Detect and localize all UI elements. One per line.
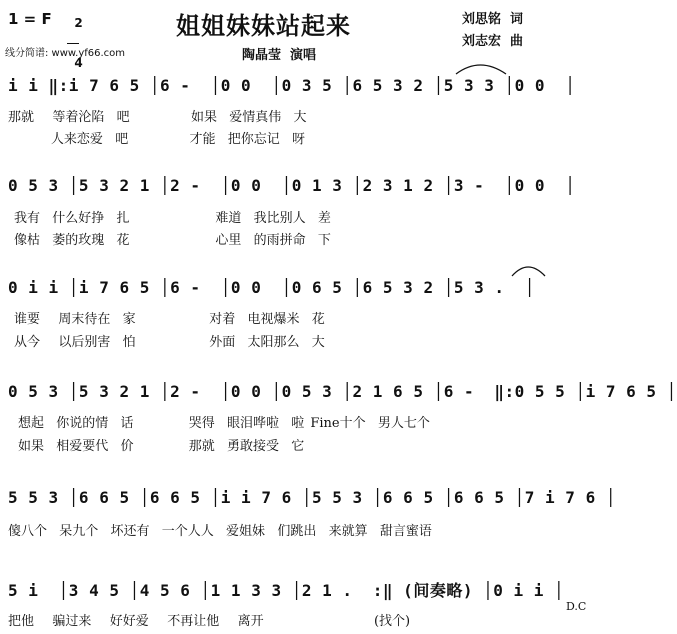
- notation-row-4: 0 5 3 │5 3 2 1 │2 - │0 0 │0 5 3 │2 1 6 5 │6 - ‖:0 5 5 │i 7 6 5 │: [8, 382, 677, 401]
- notation-row-1: i i ‖:i 7 6 5 │6 - │0 0 │0 3 5 │6 5 3 2 │5 3 3 │0 0 │: [8, 76, 576, 95]
- lyrics-row-1-verse-1: 那就 等着沦陷 吧 如果 爱情真伟 大: [8, 110, 307, 125]
- notation-row-6: 5 i │3 4 5 │4 5 6 │1 1 3 3 │2 1 . :‖ (间奏略) │0 i i │: [8, 581, 565, 600]
- lyrics-row-5: 傻八个 呆九个 坏还有 一个人人 爱姐妹 们跳出 来就算 甜言蜜语: [8, 524, 432, 539]
- slur-row-3: [512, 267, 545, 276]
- lyrics-row-3-verse-1: 谁要 周末待在 家 对着 电视爆米 花: [14, 312, 325, 327]
- time-signature-top: 2: [74, 16, 83, 30]
- notation-row-5: 5 5 3 │6 6 5 │6 6 5 │i i 7 6 │5 5 3 │6 6 5 │6 6 5 │7 i 7 6 │: [8, 488, 616, 507]
- performer-credit: 陶晶莹 演唱: [242, 48, 317, 63]
- lyrics-row-2-verse-1: 我有 什么好挣 扎 难道 我比别人 差: [14, 211, 331, 226]
- lyrics-row-6: 把他 骗过来 好好爱 不再让他 离开 (找个): [8, 614, 411, 629]
- song-title: 姐姐妹妹站起来: [176, 11, 351, 40]
- lyrics-row-3-verse-2: 从今 以后别害 怕 外面 太阳那么 大: [14, 335, 325, 350]
- website-credit: 线分简谱: www.yf66.com: [5, 48, 126, 59]
- notation-row-3: 0 i i │i 7 6 5 │6 - │0 0 │0 6 5 │6 5 3 2 │5 3 . │: [8, 278, 535, 297]
- lyrics-row-2-verse-2: 像枯 萎的玫瑰 花 心里 的雨拼命 下: [14, 233, 331, 248]
- notation-row-2: 0 5 3 │5 3 2 1 │2 - │0 0 │0 1 3 │2 3 1 2 │3 - │0 0 │: [8, 176, 576, 195]
- lyrics-row-4-verse-1: 想起 你说的情 话 哭得 眼泪哗啦 啦 Fine十个 男人七个: [18, 416, 430, 431]
- lyrics-row-1-verse-2: 人来恋爱 吧 才能 把你忘记 呀: [8, 132, 306, 147]
- composer-credit: 刘志宏 曲: [462, 34, 524, 49]
- slur-row-1: [456, 65, 506, 74]
- dc-mark: D.C: [566, 600, 587, 613]
- key-signature: 1 = F: [8, 10, 52, 28]
- lyricist-credit: 刘思铭 词: [462, 12, 524, 27]
- lyrics-row-4-verse-2: 如果 相爱要代 价 那就 勇敢接受 它: [18, 439, 305, 454]
- time-signature-bottom: 4: [74, 56, 83, 70]
